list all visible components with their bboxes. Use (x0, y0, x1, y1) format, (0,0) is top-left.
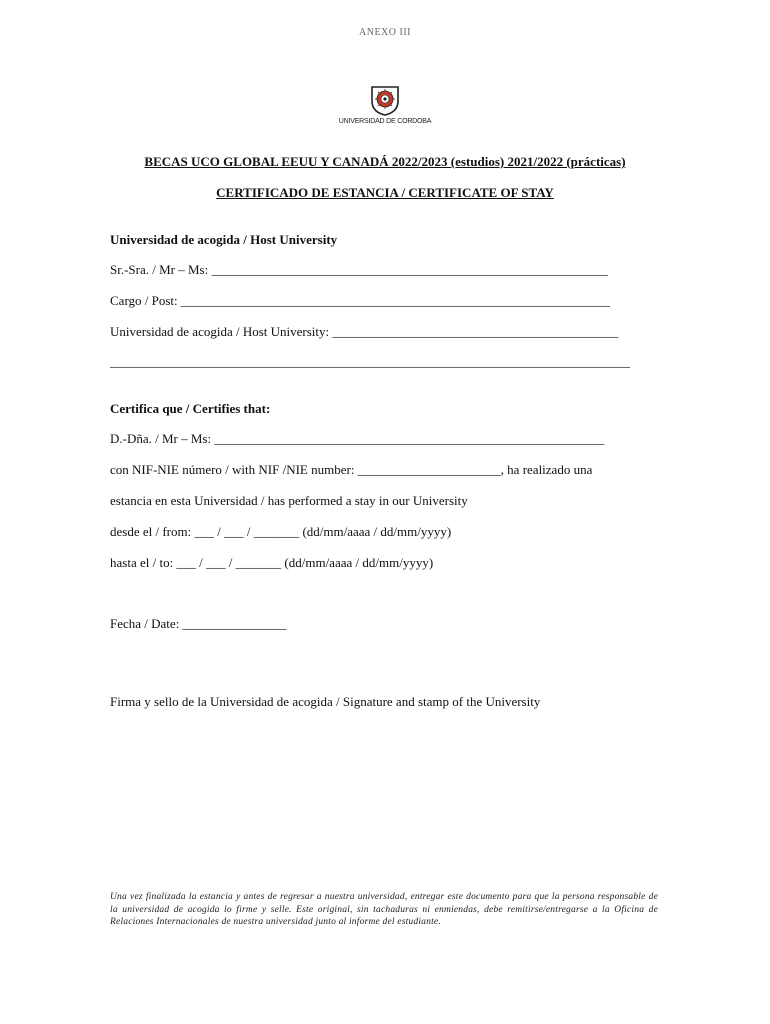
stay-statement: estancia en esta Universidad / has performed a stay in our University (110, 493, 468, 508)
host-post-field: Cargo / Post: __________________________________________________________________ (110, 293, 610, 308)
certifies-heading: Certifica que / Certifies that: (110, 401, 271, 416)
certificate-title: CERTIFICADO DE ESTANCIA / CERTIFICATE OF STAY (216, 185, 554, 200)
program-title: BECAS UCO GLOBAL EEUU Y CANADÁ 2022/2023 (estudios) 2021/2022 (prácticas) (144, 154, 626, 169)
date-field: Fecha / Date: ________________ (110, 616, 287, 631)
host-university-extra-field: ________________________________________________________________________________ (110, 354, 630, 369)
university-crest-icon (368, 84, 402, 116)
host-university-field: Universidad de acogida / Host University: ____________________________________________ (110, 324, 619, 339)
host-university-heading: Universidad de acogida / Host University (110, 232, 338, 247)
signature-stamp-label: Firma y sello de la Universidad de acogida / Signature and stamp of the University (110, 694, 541, 709)
nif-field: con NIF-NIE número / with NIF /NIE number: ______________________, ha realizado una (110, 462, 593, 477)
host-name-field: Sr.-Sra. / Mr – Ms: _____________________________________________________________ (110, 262, 608, 277)
from-date-field: desde el / from: ___ / ___ / _______ (dd/mm/aaaa / dd/mm/yyyy) (110, 524, 452, 539)
annex-label: ANEXO III (359, 27, 411, 38)
footnote: Una vez finalizada la estancia y antes de regresar a nuestra universidad, entregar este documento para que la persona responsable de la universidad de acogida lo firme y selle. Este original, sin tachaduras ni enmiendas, debe remitirse/entregarse a la Oficina de Relaciones Internacionales de nuestra universidad junto al informe del estudiante. (110, 892, 658, 927)
student-name-field: D.-Dña. / Mr – Ms: ____________________________________________________________ (110, 431, 605, 446)
logo-text: UNIVERSIDAD DE CORDOBA (338, 118, 432, 125)
university-logo (335, 84, 435, 132)
to-date-field: hasta el / to: ___ / ___ / _______ (dd/mm/aaaa / dd/mm/yyyy) (110, 555, 434, 570)
